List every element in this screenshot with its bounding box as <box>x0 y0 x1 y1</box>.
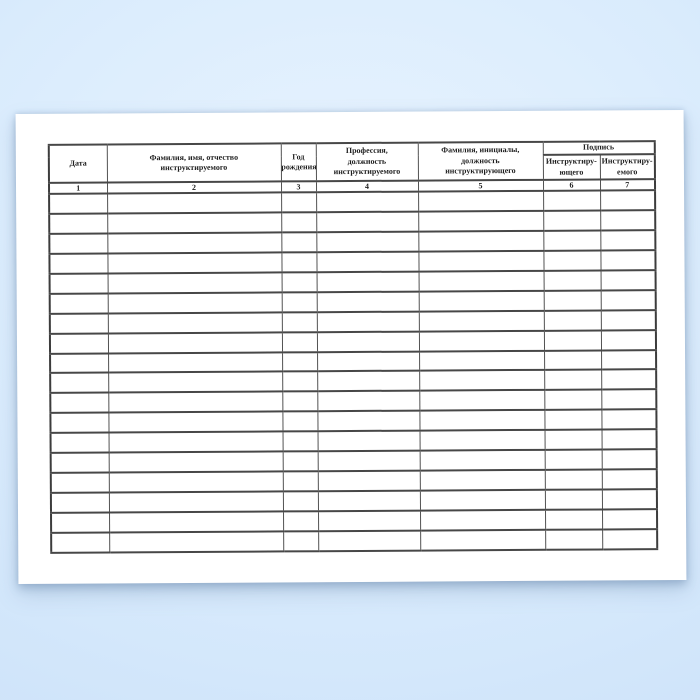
empty-cell <box>316 212 418 233</box>
instruction-log-table <box>48 140 659 554</box>
empty-cell <box>317 311 419 332</box>
empty-cell <box>109 472 283 493</box>
col-number-2: 2 <box>107 181 281 193</box>
empty-cell <box>544 350 601 370</box>
empty-cell <box>419 350 544 371</box>
empty-cell <box>317 371 419 392</box>
empty-cell <box>420 510 545 531</box>
empty-cell <box>109 531 283 552</box>
col-header-birth-year: Год рождения <box>281 143 316 181</box>
empty-cell <box>600 230 655 250</box>
empty-cell <box>281 252 316 272</box>
empty-cell <box>600 190 655 210</box>
empty-cell <box>49 253 107 273</box>
empty-cell <box>51 473 109 493</box>
col-header-signature-instructor: Инструктиру- ющего <box>543 154 600 179</box>
empty-cell <box>545 490 602 510</box>
empty-cell <box>418 231 543 252</box>
empty-cell <box>318 431 420 452</box>
empty-cell <box>420 530 545 551</box>
empty-cell <box>283 531 318 551</box>
empty-cell <box>418 191 543 212</box>
empty-cell <box>419 370 544 391</box>
empty-cell <box>316 231 418 252</box>
empty-cell <box>544 270 601 290</box>
empty-cell <box>108 332 282 353</box>
empty-cell <box>543 250 600 270</box>
empty-cell <box>108 352 282 373</box>
col-number-3: 3 <box>281 181 316 192</box>
empty-cell <box>50 373 108 393</box>
empty-cell <box>50 393 108 413</box>
table-row <box>51 529 657 553</box>
empty-cell <box>282 332 317 352</box>
col-header-signature-instructed: Инструктиру- емого <box>600 154 655 179</box>
empty-cell <box>419 330 544 351</box>
empty-cell <box>281 192 316 212</box>
empty-cell <box>283 511 318 531</box>
empty-cell <box>51 493 109 513</box>
col-number-7: 7 <box>600 179 655 190</box>
empty-cell <box>317 411 419 432</box>
empty-cell <box>419 410 544 431</box>
empty-cell <box>283 491 318 511</box>
empty-cell <box>107 252 281 273</box>
col-header-signature-group: Подпись <box>543 141 655 155</box>
empty-cell <box>544 330 601 350</box>
empty-cell <box>544 370 601 390</box>
empty-cell <box>317 391 419 412</box>
empty-cell <box>601 270 656 290</box>
empty-cell <box>602 429 657 449</box>
empty-cell <box>419 271 544 292</box>
empty-cell <box>108 312 282 333</box>
empty-cell <box>601 310 656 330</box>
empty-cell <box>282 412 317 432</box>
empty-cell <box>419 310 544 331</box>
empty-cell <box>543 190 600 210</box>
empty-cell <box>108 392 282 413</box>
empty-cell <box>317 291 419 312</box>
table-header <box>49 141 655 194</box>
empty-cell <box>109 432 283 453</box>
empty-cell <box>419 390 544 411</box>
empty-cell <box>420 430 545 451</box>
empty-cell <box>601 390 656 410</box>
empty-cell <box>51 453 109 473</box>
empty-cell <box>601 370 656 390</box>
empty-cell <box>51 433 109 453</box>
empty-cell <box>601 330 656 350</box>
empty-cell <box>601 290 656 310</box>
empty-cell <box>109 452 283 473</box>
empty-cell <box>108 412 282 433</box>
empty-cell <box>282 292 317 312</box>
empty-cell <box>545 430 602 450</box>
empty-cell <box>316 192 418 213</box>
empty-cell <box>602 449 657 469</box>
empty-cell <box>317 331 419 352</box>
journal-page <box>16 110 687 584</box>
empty-cell <box>317 351 419 372</box>
empty-cell <box>420 450 545 471</box>
empty-cell <box>545 529 602 549</box>
empty-cell <box>600 250 655 270</box>
empty-cell <box>544 310 601 330</box>
empty-cell <box>318 491 420 512</box>
empty-cell <box>282 312 317 332</box>
empty-cell <box>282 372 317 392</box>
col-header-instructor-name: Фамилия, инициалы, должность инструктирующего <box>418 142 543 181</box>
empty-cell <box>420 490 545 511</box>
empty-cell <box>50 273 108 293</box>
empty-cell <box>108 292 282 313</box>
empty-cell <box>50 313 108 333</box>
empty-cell <box>49 193 107 213</box>
empty-cell <box>317 271 419 292</box>
empty-cell <box>283 431 318 451</box>
empty-cell <box>109 511 283 532</box>
empty-cell <box>51 512 109 532</box>
empty-cell <box>318 511 420 532</box>
col-number-5: 5 <box>418 180 543 192</box>
empty-cell <box>543 210 600 230</box>
empty-cell <box>107 212 281 233</box>
empty-cell <box>602 529 657 549</box>
empty-cell <box>600 210 655 230</box>
col-header-instructed-name: Фамилия, имя, отчество инструктируемого <box>107 143 281 182</box>
empty-cell <box>420 470 545 491</box>
empty-cell <box>282 392 317 412</box>
empty-cell <box>602 489 657 509</box>
empty-cell <box>281 232 316 252</box>
empty-cell <box>544 390 601 410</box>
empty-cell <box>51 532 109 552</box>
empty-cell <box>544 410 601 430</box>
empty-cell <box>107 192 281 213</box>
empty-cell <box>49 213 107 233</box>
empty-cell <box>281 212 316 232</box>
empty-cell <box>601 350 656 370</box>
empty-cell <box>50 293 108 313</box>
col-number-4: 4 <box>316 181 418 193</box>
empty-cell <box>545 450 602 470</box>
col-header-profession: Профессия, должность инструктируемого <box>316 143 418 182</box>
empty-cell <box>107 232 281 253</box>
empty-cell <box>49 233 107 253</box>
empty-cell <box>108 372 282 393</box>
empty-cell <box>318 471 420 492</box>
col-header-date: Дата <box>49 144 107 182</box>
empty-cell <box>50 333 108 353</box>
empty-cell <box>545 509 602 529</box>
empty-cell <box>418 251 543 272</box>
empty-cell <box>602 509 657 529</box>
empty-cell <box>318 531 420 552</box>
table-body <box>49 190 657 553</box>
empty-cell <box>316 251 418 272</box>
empty-cell <box>545 470 602 490</box>
empty-cell <box>282 352 317 372</box>
empty-cell <box>418 211 543 232</box>
empty-cell <box>601 409 656 429</box>
empty-cell <box>50 353 108 373</box>
empty-cell <box>318 451 420 472</box>
empty-cell <box>50 413 108 433</box>
empty-cell <box>543 230 600 250</box>
empty-cell <box>282 272 317 292</box>
col-number-6: 6 <box>543 179 600 190</box>
empty-cell <box>109 491 283 512</box>
empty-cell <box>283 451 318 471</box>
empty-cell <box>108 272 282 293</box>
empty-cell <box>283 471 318 491</box>
empty-cell <box>602 469 657 489</box>
col-number-1: 1 <box>49 182 107 193</box>
empty-cell <box>419 291 544 312</box>
empty-cell <box>544 290 601 310</box>
